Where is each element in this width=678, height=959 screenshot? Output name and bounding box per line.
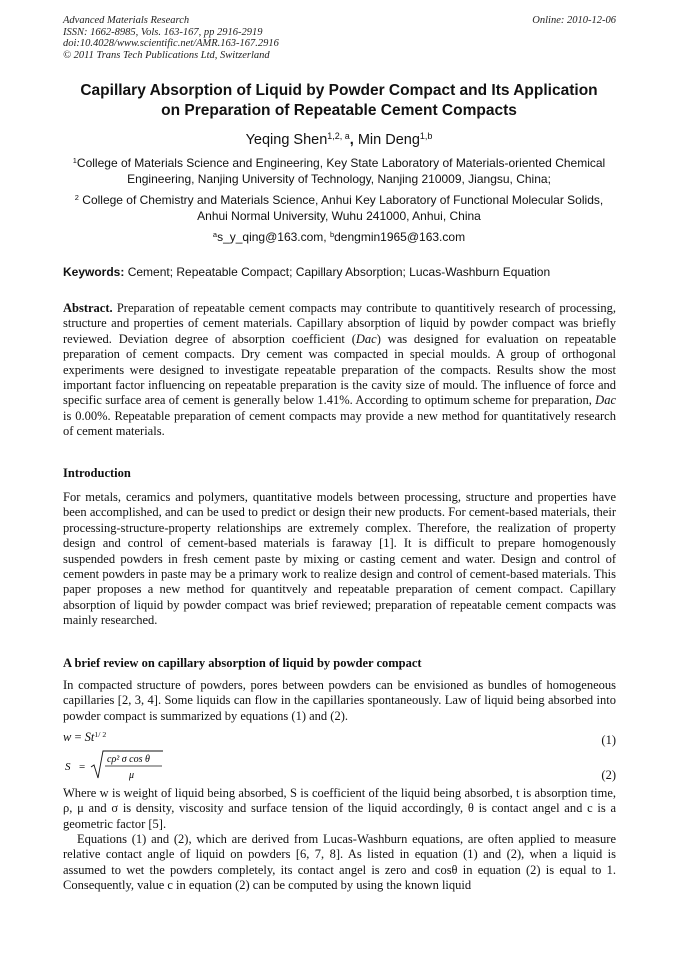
keywords — [63, 265, 616, 280]
eq1-exponent: 1/ 2 — [94, 729, 107, 739]
abstract-dac-1: Dac — [355, 331, 377, 346]
email-a-mark: a — [212, 229, 218, 239]
eq1-number: (1) — [601, 733, 616, 747]
affiliation-1-text: College of Materials Science and Engineering, Key State Laboratory of Materials-oriented Chemical Engineering, Nanjing University of Technology, Nanjing 210009, Jiangsu, China; — [76, 156, 606, 186]
abstract-paragraph — [63, 301, 616, 440]
copyright-line: © 2011 Trans Tech Publications Ltd, Switzerland — [63, 49, 270, 61]
online-date: Online: 2010-12-06 — [532, 15, 616, 26]
eq2-number: (2) — [601, 768, 616, 782]
eq2-numerator: cρ² σ cos θ — [107, 754, 150, 765]
review-heading: A brief review on capillary absorption of liquid by powder compact — [63, 656, 422, 670]
author-2: Min Deng — [357, 132, 420, 148]
eq1-w: w — [63, 730, 72, 744]
eq2-equals: = — [79, 761, 86, 773]
affiliation-1 — [62, 156, 616, 187]
eq2-formula — [63, 748, 183, 782]
abstract-text-2: ) was designed for evaluation on repeatable preparation of cement compacts. Dry cement was compacted in special moulds. A group of orthogonal experiments were designed to investigate repeatable preparation of the compacts. Results show the most important factor influencing on repeatable preparation is the cavity size of mould. The influence of force and specific surface area of cement is generally below 1.41%. According to optimum scheme for preparation, — [63, 331, 616, 408]
author-1: Yeqing Shen — [245, 132, 328, 148]
eq2-lhs: S — [65, 761, 71, 773]
author-separator: , — [349, 132, 358, 148]
intro-paragraph: For metals, ceramics and polymers, quantitative models between processing, structure and properties have been accomplished, and can be used to predict or design their new products. For cement-based materials, their processing-structure-property relationships are extremely complex. Therefore, the realization of property design and control of cement-based materials is faraway [1]. It is difficult to prepare homogenously suspended powders in fresh cement paste by mixing or casting cement and water. Design and control of cement powders in paste may be a primary work to realize design and control of cement-based materials. This paper proposes a new method for quantitvely and repeatable preparation of cement compact. Capillary absorption of liquid by powder compact was brief reviewed; preparation of repeatable cement compacts was mainly researched. — [63, 490, 616, 628]
author-emails — [62, 230, 616, 246]
paper-title — [40, 81, 638, 121]
doi-line: doi:10.4028/www.scientific.net/AMR.163-167.2916 — [63, 38, 279, 49]
eq2-denominator: μ — [129, 770, 135, 781]
affiliation-2-mark: 2 — [74, 192, 79, 202]
keywords-text: Cement; Repeatable Compact; Capillary Absorption; Lucas-Washburn Equation — [124, 265, 551, 279]
title-line-1: Capillary Absorption of Liquid by Powder Compact and Its Application — [80, 82, 598, 99]
email-b[interactable]: dengmin1965@163.com — [334, 230, 466, 244]
lucas-washburn-paragraph: Equations (1) and (2), which are derived from Lucas-Washburn equations, are often applied to measure relative contact angle of liquid on powders [6, 7, 8]. As listed in equation (1) and (2), when a liquid is assumed to wet the powders completely, its contact angel is zero and cosθ in equation (2) is equal to 1. Consequently, value c in equation (2) can be computed by using the known liquid — [63, 832, 616, 893]
email-b-mark: b — [329, 229, 335, 239]
abstract-label: Abstract. — [63, 301, 113, 315]
variables-paragraph: Where w is weight of liquid being absorbed, S is coefficient of the liquid being absorbed, t is absorption time, ρ, μ and σ is density, viscosity and surface tension of the liquid accordingly, θ is contact angel and c is a geometric factor [5]. — [63, 786, 616, 831]
affiliation-2 — [62, 193, 616, 224]
eq1-equals: = — [71, 730, 85, 744]
eq1-st: St — [84, 730, 95, 744]
journal-name: Advanced Materials Research — [63, 15, 190, 26]
keywords-label: Keywords: — [63, 265, 125, 279]
email-a[interactable]: s_y_qing@163.com, — [217, 230, 330, 244]
equation-2 — [63, 748, 616, 782]
author-list — [40, 131, 638, 149]
affiliation-1-mark: 1 — [72, 155, 77, 165]
author-1-affil: 1,2, a — [327, 131, 350, 142]
equation-1 — [63, 730, 616, 748]
review-paragraph: In compacted structure of powders, pores between powders can be envisioned as bundles of homogeneous capillaries [2, 3, 4]. Some liquids can flow in the capillaries spontaneously. Law of liquid being absorbed into powder compact is summarized by equations (1) and (2). — [63, 678, 616, 723]
issn-line: ISSN: 1662-8985, Vols. 163-167, pp 2916-2919 — [63, 26, 263, 38]
title-line-2: on Preparation of Repeatable Cement Compacts — [161, 102, 517, 119]
journal-header — [63, 15, 616, 61]
author-2-affil: 1,b — [419, 131, 433, 142]
abstract-text-3: is 0.00%. Repeatable preparation of cement compacts may provide a new method for quantitatively research of cement materials. — [63, 408, 616, 439]
abstract-text-1: Preparation of repeatable cement compacts may contribute to quantitively research of processing, structure and properties of cement materials. Capillary absorption of liquid by powder compact was briefly reviewed. Deviation degree of absorption coefficient ( — [63, 301, 616, 346]
abstract-dac-2: Dac — [595, 393, 616, 408]
intro-heading: Introduction — [63, 466, 131, 480]
affiliation-2-text: College of Chemistry and Materials Science, Anhui Key Laboratory of Functional Molecular Solids, Anhui Normal University, Wuhu 241000, Anhui, China — [78, 193, 604, 223]
